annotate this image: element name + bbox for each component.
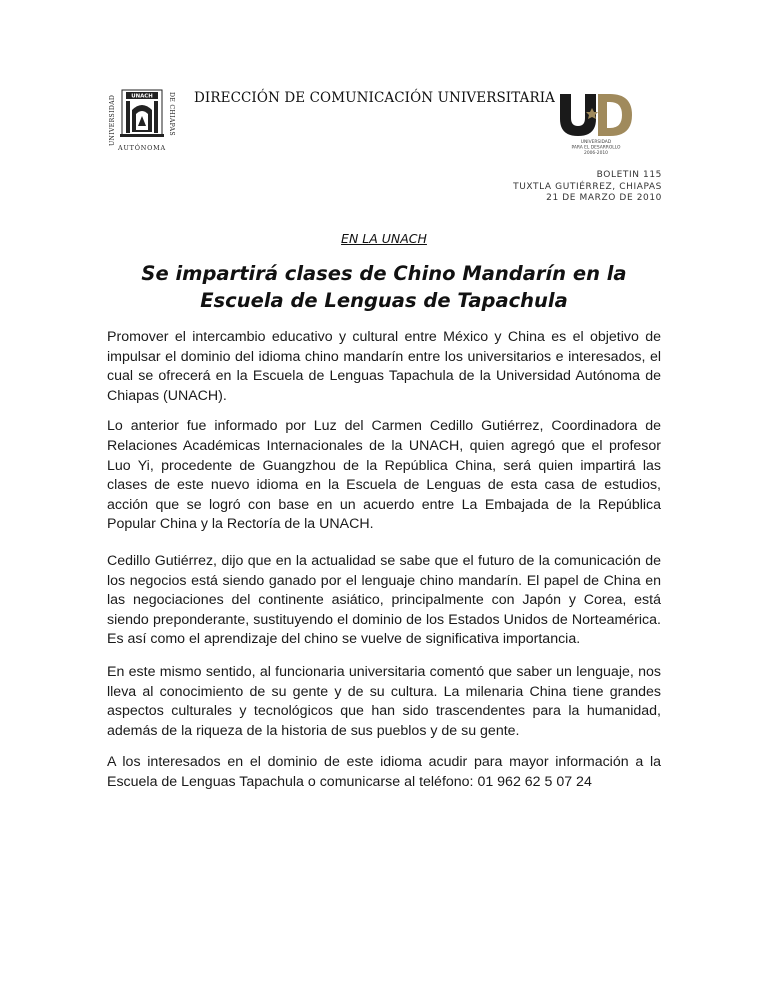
body-paragraph: En este mismo sentido, al funcionaria universitaria comentó que saber un lenguaje, nos lleva al conocimiento de su gente y de su cultura. La milenaria China tiene grandes aspectos culturales y tecnológicos que han sido trascendentes para la humanidad, además de la riqueza de la historia de sus pueblos y de su gente. xyxy=(107,663,661,739)
unach-seal-logo xyxy=(102,86,182,154)
svg-text:2006-2010: 2006-2010 xyxy=(584,151,608,156)
svg-text:UNIVERSIDAD: UNIVERSIDAD xyxy=(109,94,116,146)
section-kicker: EN LA UNACH xyxy=(341,231,427,246)
ud-university-logo xyxy=(556,88,636,158)
department-title: DIRECCIÓN DE COMUNICACIÓN UNIVERSITARIA xyxy=(194,90,555,106)
svg-text:DE CHIAPAS: DE CHIAPAS xyxy=(168,92,175,136)
body-paragraph: Lo anterior fue informado por Luz del Carmen Cedillo Gutiérrez, Coordinadora de Relaciones Académicas Internacionales de la UNACH, quien agregó que el profesor Luo Yi, procedente de Guangzhou de la República China, será quien impartirá las clases de este nuevo idioma en la Escuela de Lenguas de esta casa de estudios, acción que se logró con base en un acuerdo entre La Embajada de la República Popular China y la Rectoría de la UNACH. xyxy=(107,418,661,533)
svg-text:AUTÓNOMA: AUTÓNOMA xyxy=(118,144,166,152)
body-paragraph: Promover el intercambio educativo y cultural entre México y China es el objetivo de impulsar el dominio del idioma chino mandarín entre los universitarios e interesados, el cual se ofrecerá en la Escuela de Lenguas Tapachula de la Universidad Autónoma de Chiapas (UNACH). xyxy=(107,329,661,404)
bulletin-date: 21 DE MARZO DE 2010 xyxy=(546,193,662,204)
body-paragraph: Cedillo Gutiérrez, dijo que en la actualidad se sabe que el futuro de la comunicación de los negocios está siendo ganado por el lenguaje chino mandarín. El papel de China en las negociaciones del continente asiático, principalmente con Japón y Corea, está siendo preponderante, sustituyendo el dominio de los Estados Unidos de Norteamérica. Es así como el aprendizaje del chino se vuelve de significativa importancia. xyxy=(107,552,661,648)
svg-text:UNIVERSIDAD: UNIVERSIDAD xyxy=(580,140,612,145)
article-body xyxy=(107,328,661,792)
svg-text:UNACH: UNACH xyxy=(131,93,153,100)
body-paragraph: A los interesados en el dominio de este idioma acudir para mayor información a la Escuela de Lenguas Tapachula o comunicarse al teléfono: 01 962 62 5 07 24 xyxy=(107,754,661,790)
article-headline: Se impartirá clases de Chino Mandarín en la Escuela de Lenguas de Tapachula xyxy=(141,262,627,312)
svg-text:PARA EL DESARROLLO: PARA EL DESARROLLO xyxy=(571,145,621,151)
bulletin-place: TUXTLA GUTIÉRREZ, CHIAPAS xyxy=(513,181,662,192)
bulletin-number: BOLETIN 115 xyxy=(596,170,662,180)
bulletin-info xyxy=(513,170,662,205)
